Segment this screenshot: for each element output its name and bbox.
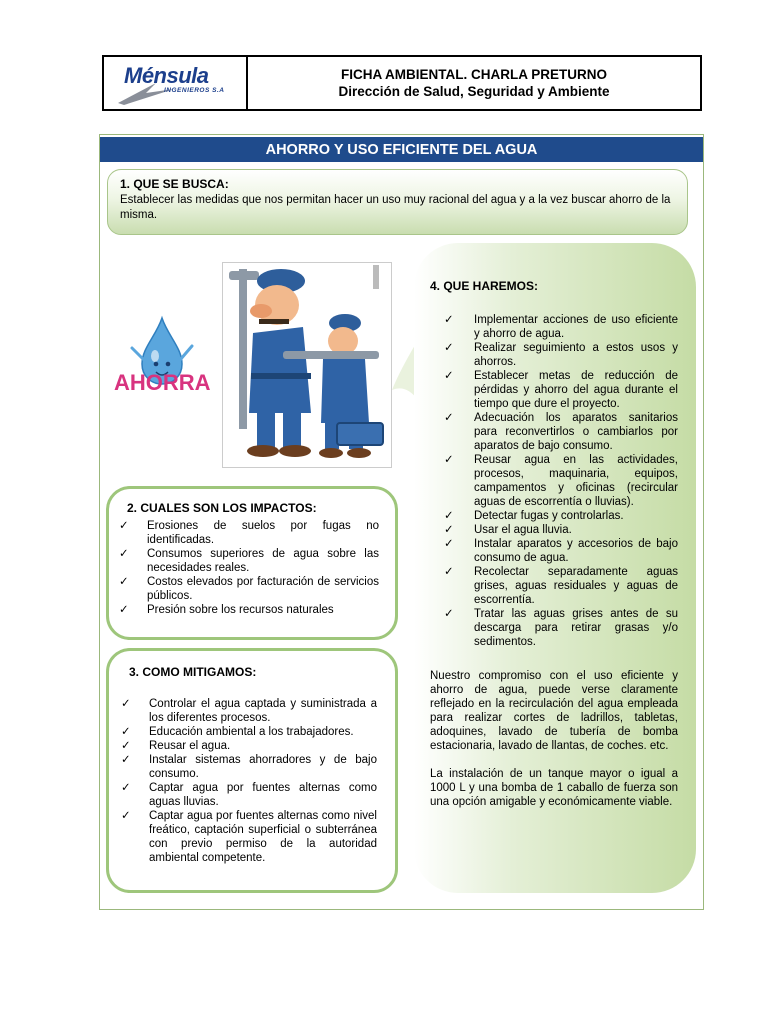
list-item xyxy=(430,523,678,537)
list-item-text: Presión sobre los recursos naturales xyxy=(147,604,334,616)
list-item xyxy=(430,411,678,453)
check-icon: ✓ xyxy=(121,726,131,738)
check-icon: ✓ xyxy=(119,548,129,560)
list-item xyxy=(119,519,379,547)
list-item xyxy=(119,575,379,603)
que-haremos-box xyxy=(414,243,696,893)
list-item xyxy=(121,753,377,781)
check-icon: ✓ xyxy=(444,510,454,522)
check-icon: ✓ xyxy=(444,524,454,536)
list-item-text: Detectar fugas y controlarlas. xyxy=(474,510,624,522)
list-item xyxy=(121,781,377,809)
check-icon: ✓ xyxy=(119,604,129,616)
list-item-text: Instalar sistemas ahorradores y de bajo consumo. xyxy=(149,754,377,780)
list-item-text: Captar agua por fuentes alternas como nivel freático, captación superficial o subterránea con previo permiso de la autoridad ambiental competente. xyxy=(149,810,377,864)
document-subtitle: Dirección de Salud, Seguridad y Ambiente xyxy=(338,84,610,99)
logo-subtitle: INGENIEROS S.A xyxy=(164,87,225,94)
list-item-text: Erosiones de suelos por fugas no identificadas. xyxy=(147,520,379,546)
check-icon: ✓ xyxy=(119,576,129,588)
mitigamos-list xyxy=(121,697,377,865)
check-icon: ✓ xyxy=(444,342,454,354)
check-icon: ✓ xyxy=(119,520,129,532)
check-icon: ✓ xyxy=(121,754,131,766)
list-item-text: Adecuación los aparatos sanitarios para reconvertirlos o cambiarlos por aparatos de bajo consumo. xyxy=(474,412,678,452)
list-item xyxy=(430,453,678,509)
list-item xyxy=(119,603,379,617)
check-icon: ✓ xyxy=(444,538,454,550)
ahorra-water-drop-icon xyxy=(110,312,228,412)
list-item-text: Controlar el agua captada y suministrada a los diferentes procesos. xyxy=(149,698,377,724)
list-item xyxy=(430,369,678,411)
list-item-text: Reusar el agua. xyxy=(149,740,231,752)
list-item-text: Captar agua por fuentes alternas como aguas lluvias. xyxy=(149,782,377,808)
haremos-list xyxy=(430,313,678,649)
logo-name: Ménsula xyxy=(124,63,209,88)
plumbers-illustration-icon xyxy=(222,262,392,468)
check-icon: ✓ xyxy=(121,740,131,752)
list-item-text: Recolectar separadamente aguas grises, aguas residuales y aguas de escorrentía. xyxy=(474,566,678,606)
header-table xyxy=(102,55,702,111)
list-item xyxy=(430,313,678,341)
list-item-text: Tratar las aguas grises antes de su descarga para retirar grasas y/o sedimentos. xyxy=(474,608,678,648)
list-item-text: Consumos superiores de agua sobre las necesidades reales. xyxy=(147,548,379,574)
busca-text: Establecer las medidas que nos permitan hacer un uso muy racional del agua y a la vez buscar ahorro de la misma. xyxy=(120,194,671,221)
check-icon: ✓ xyxy=(121,810,131,822)
list-item-text: Usar el agua lluvia. xyxy=(474,524,572,536)
check-icon: ✓ xyxy=(444,454,454,466)
header-titles xyxy=(248,57,700,109)
list-item-text: Realizar seguimiento a estos usos y ahorros. xyxy=(474,342,678,368)
check-icon: ✓ xyxy=(444,566,454,578)
section-banner: AHORRO Y USO EFICIENTE DEL AGUA xyxy=(100,137,703,162)
list-item xyxy=(430,341,678,369)
list-item xyxy=(121,809,377,865)
list-item xyxy=(430,607,678,649)
list-item xyxy=(430,509,678,523)
check-icon: ✓ xyxy=(121,698,131,710)
list-item-text: Implementar acciones de uso eficiente y ahorro de agua. xyxy=(474,314,678,340)
company-logo xyxy=(104,57,248,109)
list-item xyxy=(121,697,377,725)
list-item xyxy=(430,537,678,565)
impactos-box xyxy=(106,486,398,640)
haremos-heading: 4. QUE HAREMOS: xyxy=(430,279,539,293)
ahorra-label: AHORRA xyxy=(114,370,211,395)
list-item xyxy=(119,547,379,575)
check-icon: ✓ xyxy=(444,608,454,620)
mitigamos-box xyxy=(106,648,398,893)
mitigamos-heading: 3. COMO MITIGAMOS: xyxy=(129,665,257,679)
list-item xyxy=(430,565,678,607)
impactos-list xyxy=(119,519,379,617)
check-icon: ✓ xyxy=(444,370,454,382)
list-item-text: Costos elevados por facturación de servicios públicos. xyxy=(147,576,379,602)
que-se-busca-box xyxy=(107,169,688,235)
list-item-text: Instalar aparatos y accesorios de bajo consumo de agua. xyxy=(474,538,678,564)
compromiso-paragraph: Nuestro compromiso con el uso eficiente y ahorro de agua, puede verse claramente reflejado en la recirculación del agua empleada para realizar cortes de ladrillos, tabletas, adoquines, lavado de tubería de bomba estacionaria, lavado de llantas, de coches. etc. xyxy=(430,670,678,752)
list-item-text: Establecer metas de reducción de pérdidas y ahorro del agua durante el tiempo que dure el proyecto. xyxy=(474,370,678,410)
check-icon: ✓ xyxy=(121,782,131,794)
document-title: FICHA AMBIENTAL. CHARLA PRETURNO xyxy=(341,67,607,82)
impactos-heading: 2. CUALES SON LOS IMPACTOS: xyxy=(127,501,317,515)
check-icon: ✓ xyxy=(444,412,454,424)
list-item-text: Reusar agua en las actividades, procesos, maquinaria, equipos, campamentos y oficinas (recircular aguas de escorrentía o lluvias). xyxy=(474,454,678,508)
tanque-paragraph: La instalación de un tanque mayor o igual a 1000 L y una bomba de 1 caballo de fuerza son una opción amigable y económicamente viable. xyxy=(430,768,678,808)
list-item-text: Educación ambiental a los trabajadores. xyxy=(149,726,354,738)
list-item xyxy=(121,739,377,753)
busca-heading: 1. QUE SE BUSCA: xyxy=(120,177,229,191)
check-icon: ✓ xyxy=(444,314,454,326)
list-item xyxy=(121,725,377,739)
